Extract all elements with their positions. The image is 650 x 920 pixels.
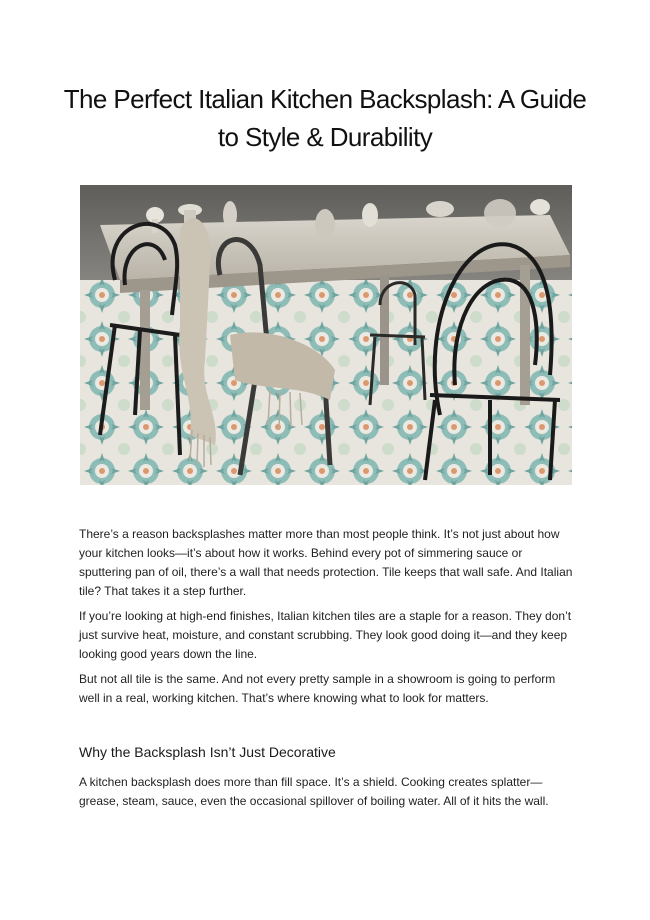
intro-paragraph-3: But not all tile is the same. And not every pretty sample in a showroom is going to perform well in a real, working kitchen. That’s where knowing what to look for matters. <box>79 672 556 705</box>
dining-room-photo <box>80 185 572 485</box>
intro-paragraph-2: If you’re looking at high-end finishes, Italian kitchen tiles are a staple for a reason. They don’t just survive heat, moisture, and constant scrubbing. They look good doing it—and they keep looking good years down the line. <box>79 609 572 661</box>
article-title: The Perfect Italian Kitchen Backsplash: A Guide to Style & Durability <box>63 84 587 152</box>
hero-image <box>80 185 572 485</box>
section-paragraph: A kitchen backsplash does more than fill space. It’s a shield. Cooking creates splatter—grease, steam, sauce, even the occasional spillover of boiling water. All of it hits the wall. <box>79 775 549 808</box>
intro-paragraph-1: There’s a reason backsplashes matter more than most people think. It’s not just about how your kitchen looks—it’s about how it works. Behind every pot of simmering sauce or sputtering pan of oil, there’s a wall that needs protection. Tile keeps that wall safe. And Italian tile? That takes it a step further. <box>79 527 573 598</box>
section-heading: Why the Backsplash Isn’t Just Decorative <box>79 744 336 760</box>
